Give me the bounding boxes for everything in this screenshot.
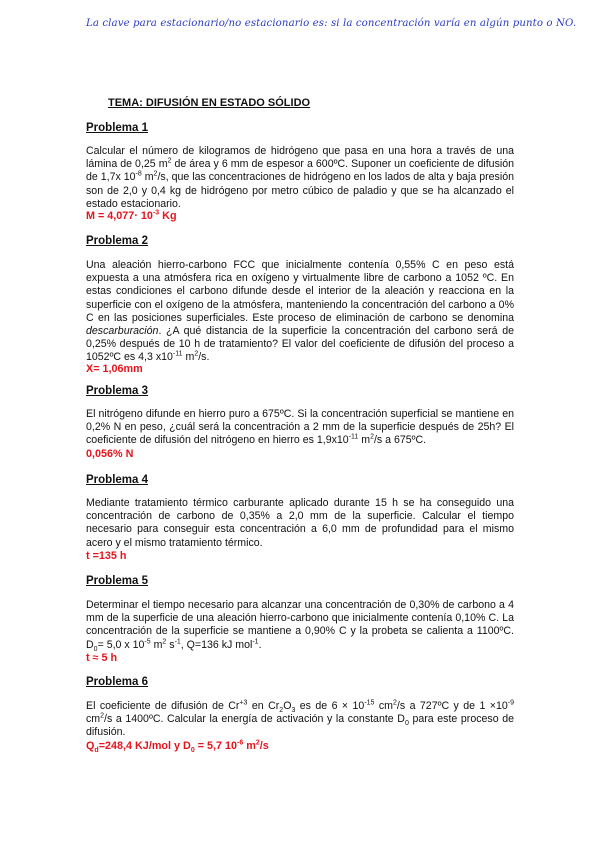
- problem-4-heading: Problema 4: [86, 474, 148, 486]
- problem-5-text: Determinar el tiempo necesario para alcanzar una concentración de 0,30% de carbono a 4 mm de la superficie de una aleación hierro-carbono que inicialmente contenía 0,10% C. La concentración de la superficie se mantiene a 0,90% C y la probeta se calienta a 1100ºC. $D_0= 5,0$ x $10^{-5}$ $m^2$ $s^{-1}$, Q=136 kJ mol$^{-1}$.: [86, 599, 514, 653]
- problem-6-heading: Problema 6: [86, 676, 148, 688]
- problem-6-answer: $Q_d=248,4$ KJ/mol y $D_0 = 5,7$ $10^{-6}$ $m^2/s$: [86, 739, 269, 755]
- problem-1-text: Calcular el número de kilogramos de hidrógeno que pasa en una hora a través de una lámina de 0,25 $m^2$ de área y 6 mm de espesor a 600ºC. Suponer un coeficiente de difusión de 1,7x $10^{-8}$ $m^2/s$, que las concentraciones de hidrógeno en los lados de alta y baja presión son de 2,0 y 0,4 kg de hidrógeno por metro cúbico de paladio y que se ha alcanzado el estado estacionario.: [86, 145, 514, 210]
- problem-1-answer: $M = 4,077\cdot 10^{-3}$ Kg: [86, 209, 177, 222]
- problem-1-heading: Problema 1: [86, 122, 148, 134]
- problem-4-text: Mediante tratamiento térmico carburante aplicado durante 15 h se ha conseguido una concentración de carbono de 0,35% a 2,0 mm de la superficie. Calcular el tiempo necesario para conseguir esta concentración a 6,0 mm de profundidad para el mismo acero y el mismo tratamiento térmico.: [86, 497, 514, 549]
- problem-3-answer: 0,056% N: [86, 448, 134, 460]
- problem-3-heading: Problema 3: [86, 385, 148, 397]
- problem-3-text: El nitrógeno difunde en hierro puro a 675ºC. Si la concentración superficial se mantiene en 0,2% N en peso, ¿cuál será la concentración a 2 mm de la superficie después de 25h? El coeficiente de difusión del nitrógeno en hierro es $1,9x10^{-11}$ $m^2/s$ a 675ºC.: [86, 408, 514, 447]
- problem-6-text: El coeficiente de difusión de $Cr^{+3}$ en $Cr_2O_3$ es de $6 \times 10^{-15}$ $cm^2/s$ a 727ºC y de $1 \times 10^{-9}$ $cm^2/s$ a 1400ºC. Calcular la energía de activación y la constante $D_0$ para este proceso de difusión.: [86, 699, 514, 739]
- problem-5-answer: t ≈ 5 h: [86, 652, 118, 664]
- handwritten-note: La clave para estacionario/no estacionario es: si la concentración varía en algún punto o NO.: [86, 18, 577, 29]
- problem-2-answer: X= 1,06mm: [86, 363, 143, 375]
- problem-5-heading: Problema 5: [86, 575, 148, 587]
- problem-2-text: Una aleación hierro-carbono FCC que inicialmente contenía 0,55% C en peso está expuesta a una atmósfera rica en oxígeno y virtualmente libre de carbono a 1052 ºC. En estas condiciones el carbono difunde desde el interior de la aleación y reacciona en la superficie con el oxígeno de la atmósfera, manteniendo la concentración del carbono a 0% C en las posiciones superficiales. Este proceso de eliminación de carbono se denomina descarburación. ¿A qué distancia de la superficie la concentración del carbono será de 0,25% después de 10 h de tratamiento? El valor del coeficiente de difusión del proceso a 1052ºC es 4,3 $x10^{-11}$ $m^2/s$.: [86, 259, 514, 364]
- problem-2-heading: Problema 2: [86, 235, 148, 247]
- page-title: TEMA: DIFUSIÓN EN ESTADO SÓLIDO: [108, 97, 311, 109]
- problem-4-answer: t =135 h: [86, 550, 127, 562]
